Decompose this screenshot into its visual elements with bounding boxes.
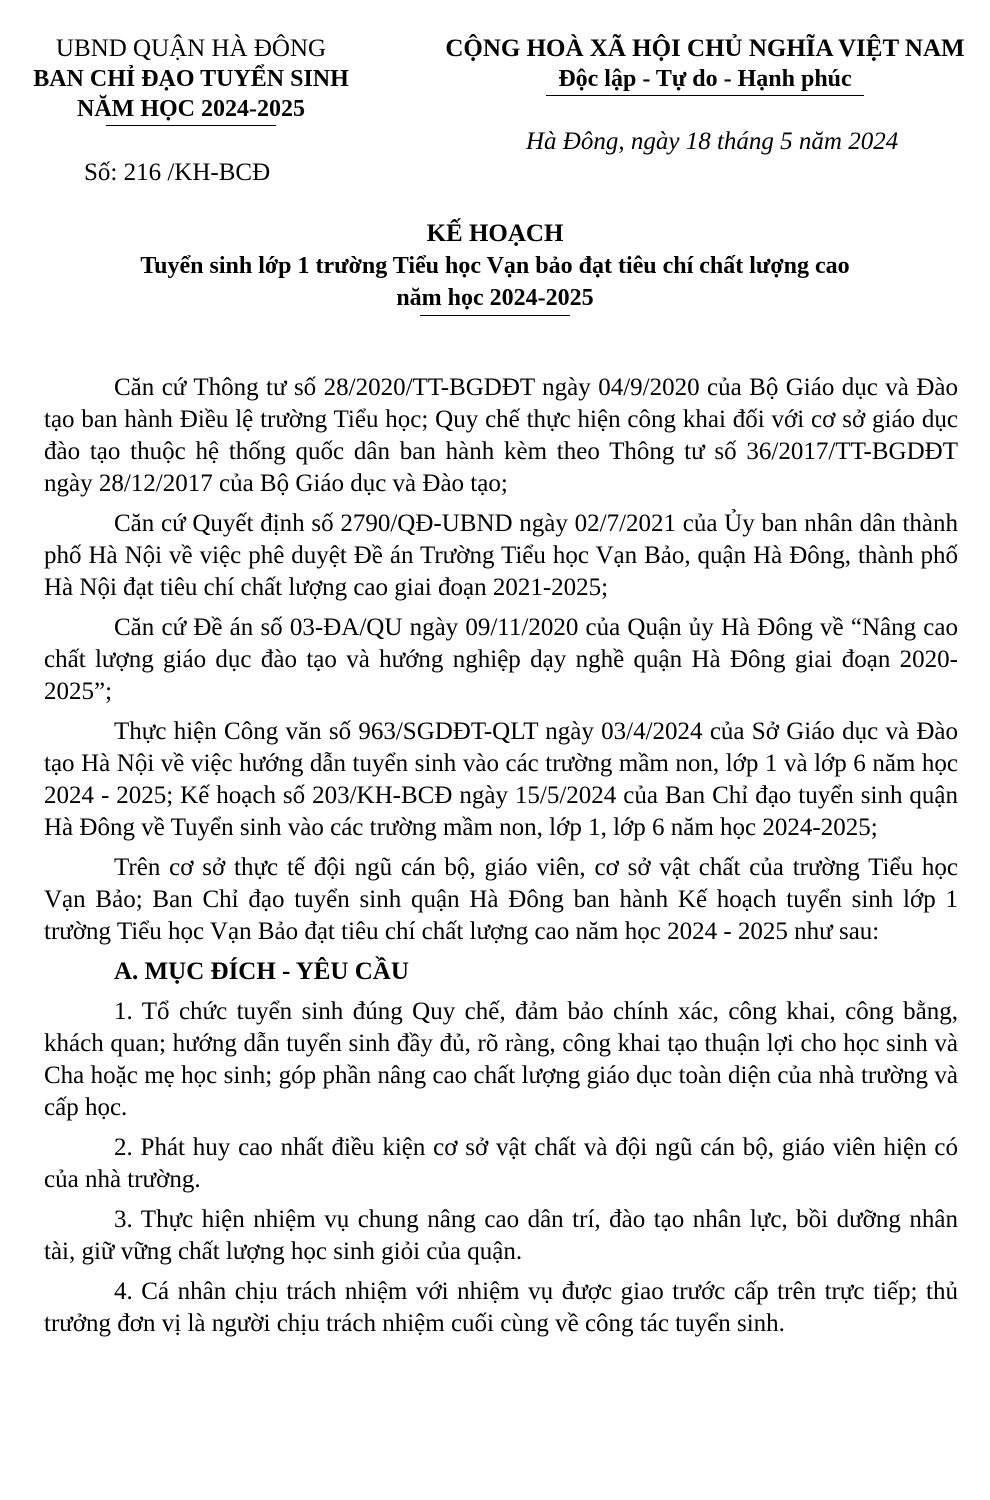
section-a-item-4: 4. Cá nhân chịu trách nhiệm với nhiệm vụ được giao trước cấp trên trực tiếp; thủ trưởng đơn vị là người chịu trách nhiệm cuối cùng về công tác tuyển sinh. xyxy=(44,1278,958,1337)
section-a-item-1: 1. Tổ chức tuyển sinh đúng Quy chế, đảm bảo chính xác, công khai, công bằng, khách quan; hướng dẫn tuyển sinh đầy đủ, rõ ràng, công khai tạo thuận lợi cho học sinh và Cha hoặc mẹ học sinh; góp phần nâng cao chất lượng giáo dục toàn diện của nhà trường và cấp học. xyxy=(44,998,958,1121)
section-a-item-3: 3. Thực hiện nhiệm vụ chung nâng cao dân trí, đào tạo nhân lực, bồi dưỡng nhân tài, giữ vững chất lượng học sinh giỏi của quận. xyxy=(44,1206,958,1265)
national-motto-block xyxy=(420,34,990,96)
title-block xyxy=(0,218,990,316)
motto: Độc lập - Tự do - Hạnh phúc xyxy=(558,66,852,92)
motto-underline xyxy=(546,95,864,96)
document-body xyxy=(44,372,958,1348)
issue-date: Hà Đông, ngày 18 tháng 5 năm 2024 xyxy=(526,128,899,155)
document-subtitle-line2: năm học 2024-2025 xyxy=(396,285,594,311)
basis-paragraph-1: Căn cứ Thông tư số 28/2020/TT-BGDĐT ngày 04/9/2020 của Bộ Giáo dục và Đào tạo ban hành Điều lệ trường Tiểu học; Quy chế thực hiện công khai đối với cơ sở giáo dục đào tạo thuộc hệ thống quốc dân ban hành kèm theo Thông tư số 36/2017/TT-BGDĐT ngày 28/12/2017 của Bộ Giáo dục và Đào tạo; xyxy=(44,374,958,497)
basis-paragraph-3: Căn cứ Đề án số 03-ĐA/QU ngày 09/11/2020 của Quận ủy Hà Đông về “Nâng cao chất lượng giáo dục đào tạo và hướng nghiệp dạy nghề quận Hà Đông giai đoạn 2020-2025”; xyxy=(44,614,958,705)
agency-underline xyxy=(106,125,276,126)
basis-paragraph-4: Thực hiện Công văn số 963/SGDĐT-QLT ngày 03/4/2024 của Sở Giáo dục và Đào tạo Hà Nội về việc hướng dẫn tuyển sinh vào các trường mầm non, lớp 1 và lớp 6 năm học 2024 - 2025; Kế hoạch số 203/KH-BCĐ ngày 15/5/2024 của Ban Chỉ đạo tuyển sinh quận Hà Đông về Tuyển sinh vào các trường mầm non, lớp 1, lớp 6 năm học 2024-2025; xyxy=(44,718,958,841)
basis-paragraph-5: Trên cơ sở thực tế đội ngũ cán bộ, giáo viên, cơ sở vật chất của trường Tiểu học Vạn Bảo; Ban Chỉ đạo tuyển sinh quận Hà Đông ban hành Kế hoạch tuyển sinh lớp 1 trường Tiểu học Vạn Bảo đạt tiêu chí chất lượng cao năm học 2024 - 2025 như sau: xyxy=(44,854,958,945)
country-name: CỘNG HOÀ XÃ HỘI CHỦ NGHĨA VIỆT NAM xyxy=(445,35,965,62)
agency-name: UBND QUẬN HÀ ĐÔNG xyxy=(55,35,327,62)
basis-paragraph-2: Căn cứ Quyết định số 2790/QĐ-UBND ngày 02/7/2021 của Ủy ban nhân dân thành phố Hà Nội về việc phê duyệt Đề án Trường Tiểu học Vạn Bảo, quận Hà Đông, thành phố Hà Nội đạt tiêu chí chất lượng cao giai đoạn 2021-2025; xyxy=(44,510,958,601)
school-year-heading: NĂM HỌC 2024-2025 xyxy=(77,96,305,122)
board-name: BAN CHỈ ĐẠO TUYỂN SINH xyxy=(33,66,349,92)
document-subtitle-line1: Tuyển sinh lớp 1 trường Tiểu học Vạn bảo đạt tiêu chí chất lượng cao xyxy=(140,253,850,279)
section-a-heading: A. MỤC ĐÍCH - YÊU CẦU xyxy=(114,958,409,985)
title-underline xyxy=(420,315,570,316)
document-title: KẾ HOẠCH xyxy=(426,220,564,247)
document-number: Số: 216 /KH-BCĐ xyxy=(84,159,271,186)
issuing-agency-block xyxy=(10,34,372,126)
section-a-item-2: 2. Phát huy cao nhất điều kiện cơ sở vật chất và đội ngũ cán bộ, giáo viên hiện có của nhà trường. xyxy=(44,1134,958,1193)
